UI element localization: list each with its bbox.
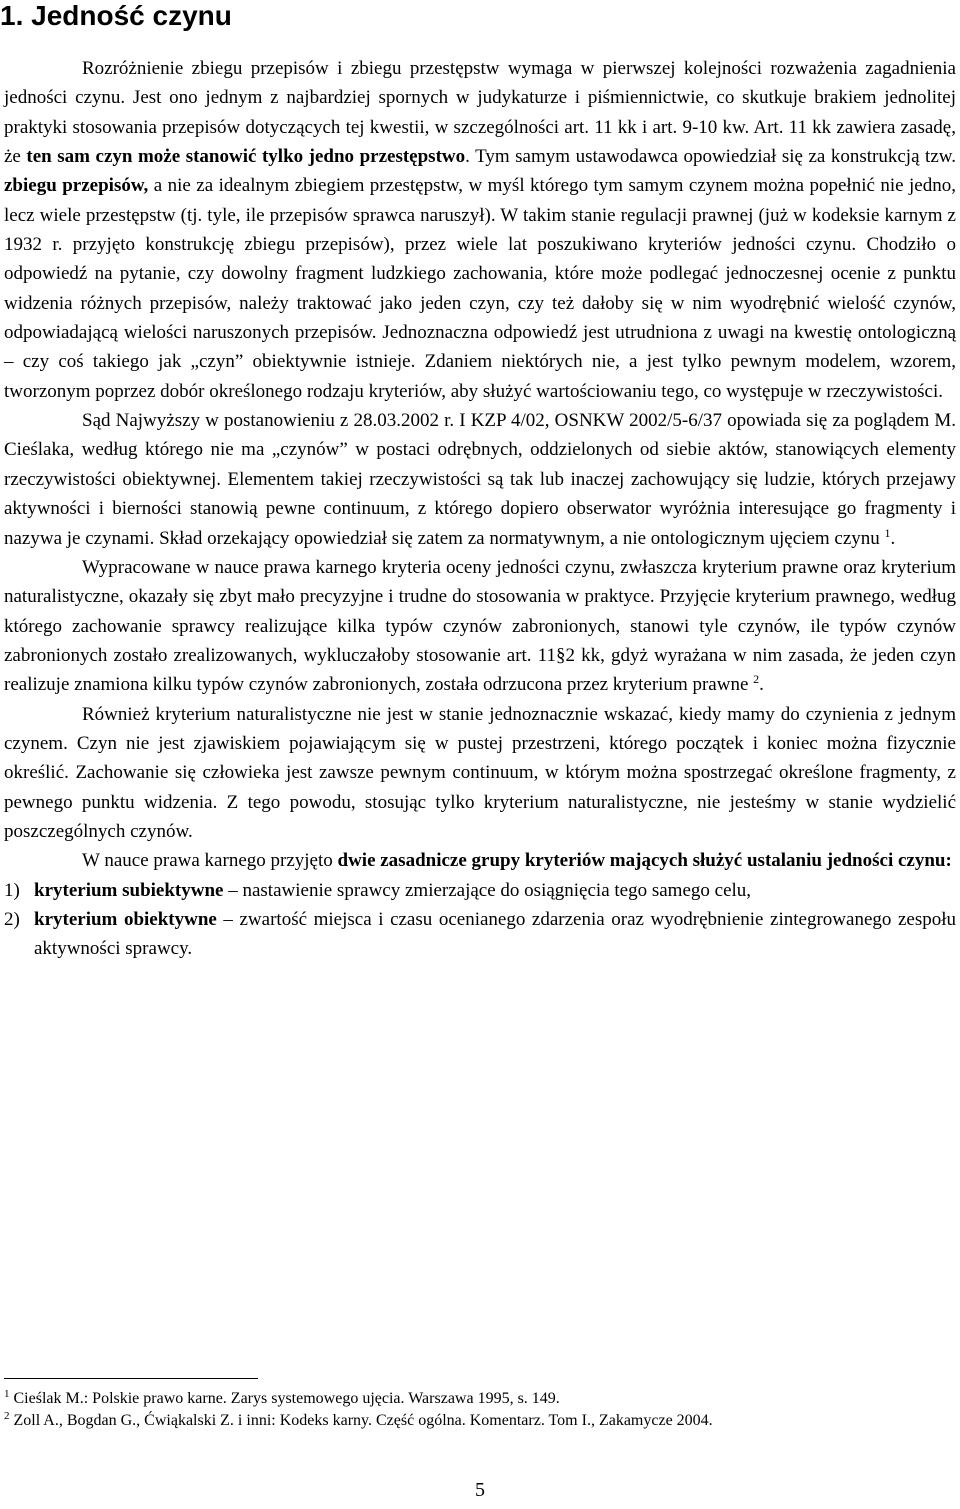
footnote-number: 2	[4, 1410, 10, 1422]
page-number: 5	[475, 1479, 485, 1501]
paragraph-2	[4, 406, 956, 553]
text-run: Sąd Najwyższy w postanowieniu z 28.03.2002 r. I KZP 4/02, OSNKW 2002/5-6/37 opowiada się za poglądem M. Cieślaka, według którego nie ma „czynów” w postaci odrębnych, oddzielonych od siebie aktów, stanowiących elementy rzeczywistości obiektywnej. Elementem takiej rzeczywistości są tak lub inaczej zachowujący się ludzie, których przejawy aktywności i bierności stanowią pewne continuum, z którego dopiero obserwator wyróżnia interesujące go fragmenty i nazywa je czynami. Skład orzekający opowiedział się zatem za normatywnym, a nie ontologicznym ujęciem czynu	[4, 410, 956, 549]
text-run: . Tym samym ustawodawca opowiedział się za konstrukcją tzw.	[465, 146, 956, 168]
bold-phrase: zbiegu przepisów,	[4, 175, 149, 197]
list-term: kryterium obiektywne	[34, 908, 217, 930]
list-number: 2)	[4, 908, 20, 930]
paragraph-3	[4, 553, 956, 700]
footnotes	[4, 1388, 956, 1432]
bold-phrase: ten sam czyn może stanowić tylko jedno przestępstwo	[26, 146, 466, 168]
footnote-text: Cieślak M.: Polskie prawo karne. Zarys systemowego ujęcia. Warszawa 1995, s. 149.	[13, 1390, 560, 1407]
text-run: Wypracowane w nauce prawa karnego kryteria oceny jedności czynu, zwłaszcza kryterium prawne oraz kryterium naturalistyczne, okazały się zbyt mało precyzyjne i trudne do stosowania w praktyce. Przyjęcie kryterium prawnego, według którego zachowanie sprawcy realizujące kilka typów czynów zabronionych, stanowi tyle czynów, ile typów czynów zabronionych zostało zrealizowanych, wykluczałoby stosowanie art. 11§2 kk, gdyż wyrażana w nim zasada, że jeden czyn realizuje znamiona kilku typów czynów zabronionych, została odrzucona przez kryterium prawne	[4, 556, 956, 696]
footnote-ref[interactable]: 2	[753, 672, 760, 687]
footnote-separator	[4, 1378, 258, 1379]
paragraph-1	[4, 54, 956, 406]
footnote-item	[4, 1410, 956, 1432]
text-run: .	[890, 527, 896, 549]
text-run: W nauce prawa karnego przyjęto	[82, 850, 338, 872]
paragraph-4: Również kryterium naturalistyczne nie jest w stanie jednoznacznie wskazać, kiedy mamy do czynienia z jednym czynem. Czyn nie jest zjawiskiem pojawiającym się w pustej przestrzeni, którego początek i koniec można fizycznie określić. Zachowanie się człowieka jest zawsze pewnym continuum, w którym można spostrzegać określone fragmenty, z pewnego punktu widzenia. Z tego powodu, stosując tylko kryterium naturalistyczne, nie jesteśmy w stanie wydzielić poszczególnych czynów.	[4, 703, 956, 842]
list-term: kryterium subiektywne	[34, 879, 224, 901]
footnote-number: 1	[4, 1388, 10, 1400]
body-text	[4, 54, 956, 964]
footnote-text: Zoll A., Bogdan G., Ćwiąkalski Z. i inni: Kodeks karny. Część ogólna. Komentarz. Tom I., Zakamycze 2004.	[13, 1412, 713, 1429]
text-run: Rozróżnienie zbiegu przepisów i zbiegu przestępstw wymaga w pierwszej kolejności rozważenia zagadnienia jedności czynu. Jest ono jednym z najbardziej spornych w judykaturze i piśmiennictwie, co skutkuje brakiem jednolitej praktyki stosowania przepisów dotyczących tej kwestii, w szczególności art. 11 kk i art. 9-10 kw. Art. 11 kk zawiera zasadę, że	[4, 58, 956, 168]
list-item	[4, 905, 956, 964]
text-run: .	[759, 674, 764, 696]
list-text: – nastawienie sprawcy zmierzające do osiągnięcia tego samego celu,	[223, 879, 752, 901]
text-run: a nie za idealnym zbiegiem przestępstw, w myśl którego tym samym czynem można popełnić nie jedno, lecz wiele przestępstw (tj. tyle, ile przepisów sprawca naruszył). W takim stanie regulacji prawnej (już w kodeksie karnym z 1932 r. przyjęto konstrukcję zbiegu przepisów), przez wiele lat poszukiwano kryteriów jedności czynu. Chodziło o odpowiedź na pytanie, czy dowolny fragment ludzkiego zachowania, które może podlegać jednoczesnej ocenie z punktu widzenia różnych przepisów, należy traktować jako jeden czyn, czy też dałoby się w nim wyodrębnić wielość czynów, odpowiadającą wielości naruszonych przepisów. Jednoznaczna odpowiedź jest utrudniona z uwagi na kwestię ontologiczną – czy coś takiego jak „czyn” obiektywnie istnieje. Zdaniem niektórych nie, a jest tylko pewnym modelem, wzorem, tworzonym poprzez dobór określonego rodzaju kryteriów, aby służyć wartościowaniu tego, co występuje w rzeczywistości.	[4, 175, 956, 402]
footnote-ref[interactable]: 1	[884, 525, 891, 540]
footnote-item	[4, 1388, 956, 1410]
criteria-list	[4, 876, 956, 964]
list-number: 1)	[4, 879, 20, 901]
list-item	[4, 876, 956, 905]
bold-phrase: dwie zasadnicze grupy kryteriów mających służyć ustalaniu jedności czynu:	[337, 850, 952, 872]
section-heading: 1. Jedność czynu	[0, 0, 232, 31]
paragraph-5	[4, 846, 956, 875]
list-text: – zwartość miejsca i czasu ocenianego zdarzenia oraz wyodrębnienie zintegrowanego zespołu aktywności sprawcy.	[34, 908, 956, 960]
